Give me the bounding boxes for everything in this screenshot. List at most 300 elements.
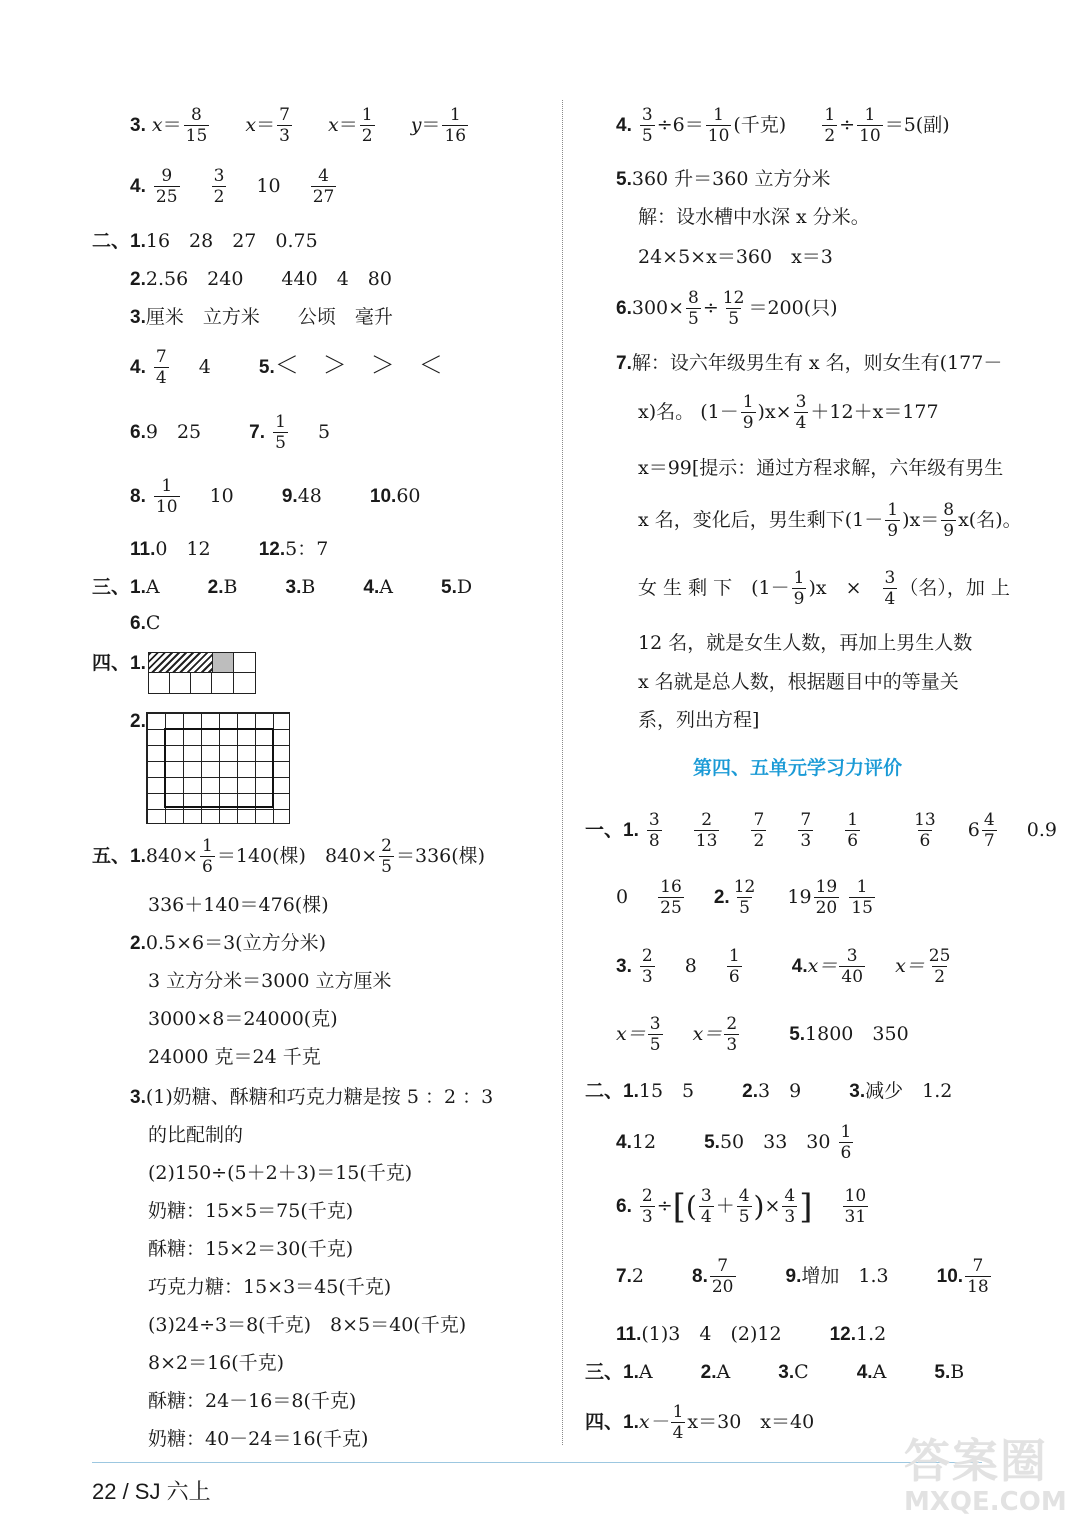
expr-text: )x＝: [902, 509, 940, 531]
grid-cell: [170, 673, 191, 693]
answer-text: 减少 1.2: [865, 1080, 953, 1102]
item-number: 2.: [742, 1081, 759, 1102]
denominator: 5: [641, 126, 653, 146]
solution-line: 336＋140＝476(棵): [148, 894, 329, 916]
hint-line: x 名就是总人数，根据题目中的等量关: [638, 671, 959, 693]
item-number: 3.: [130, 307, 146, 328]
expr-text: (1－: [700, 401, 739, 423]
numerator: 1: [824, 105, 836, 125]
expr-text: (1－: [751, 577, 790, 599]
choice: A: [379, 576, 393, 598]
grid-cell: [234, 673, 255, 693]
fraction: [273, 414, 288, 452]
item-number: 3.: [130, 115, 146, 136]
fraction: [699, 1188, 714, 1226]
numerator: 1: [202, 836, 213, 856]
denominator: 10: [155, 497, 178, 517]
section-heading: 第四、五单元学习力评价: [693, 757, 903, 779]
eq: ＝: [256, 114, 276, 136]
square-grid-figure: [146, 712, 290, 824]
eq: ＝: [162, 114, 182, 136]
fraction: [839, 1124, 854, 1162]
hint-line: 12 名，就是女生人数，再加上男生人数: [638, 632, 973, 654]
bold-outline-rectangle: [164, 728, 274, 808]
item-number: 12.: [258, 539, 286, 560]
choice: B: [223, 576, 238, 598]
fraction: [782, 1188, 797, 1226]
numerator: 1: [672, 1402, 684, 1422]
denominator: 9: [793, 589, 805, 609]
numerator: 3: [700, 1186, 712, 1206]
page-number: 22 / SJ 六上: [92, 1479, 211, 1504]
answer-line-s2-4: [130, 349, 443, 387]
item-number: 4.: [363, 577, 380, 598]
choice: A: [638, 1361, 653, 1383]
numerator: 4: [318, 166, 329, 186]
fraction: [737, 1188, 752, 1226]
choice: A: [145, 576, 160, 598]
denominator: 10: [859, 126, 881, 146]
fraction: [184, 107, 210, 145]
denominator: 15: [185, 126, 208, 146]
solution-line: 酥糖：24－16＝8(千克): [148, 1390, 357, 1412]
answer-line-s5-3: [130, 1088, 493, 1107]
fraction: [727, 948, 742, 986]
fraction: [751, 812, 766, 850]
grid-cell: [149, 673, 170, 693]
fraction: [982, 812, 997, 850]
value: 60: [396, 485, 421, 507]
expr-text: （名），加 上: [899, 577, 1010, 599]
fraction: [212, 168, 227, 206]
numerator: 7: [279, 105, 290, 125]
solution-line: 的比配制的: [148, 1124, 244, 1146]
denominator: 3: [279, 126, 290, 146]
whole-number: 19: [787, 886, 812, 908]
item-number: 10.: [369, 486, 397, 507]
denominator: 25: [660, 898, 682, 918]
denominator: 4: [700, 1207, 712, 1227]
answer-line-q1b: [616, 879, 877, 917]
choice: A: [716, 1361, 731, 1383]
numerator: 1: [864, 105, 876, 125]
answer-line-l3: [130, 107, 470, 145]
grid-cell: [191, 673, 212, 693]
var: x: [151, 114, 163, 136]
item-number: 6.: [616, 298, 632, 319]
denominator: 2: [824, 126, 836, 146]
fraction: [200, 838, 215, 876]
answer-text: ＜ ＞ ＞ ＜: [274, 351, 443, 379]
item-number: 3.: [130, 1087, 146, 1108]
fraction: [724, 1016, 739, 1054]
item-number: 4.: [856, 1362, 873, 1383]
numerator: 1: [728, 946, 740, 966]
item-number: 3.: [285, 577, 302, 598]
item-number: 4.: [130, 357, 146, 378]
fraction: [794, 394, 809, 432]
numerator: 7: [972, 1256, 984, 1276]
right-paren: ): [753, 1190, 765, 1223]
numerator: 3: [649, 1014, 661, 1034]
numerator: 1: [742, 392, 754, 412]
fraction: [839, 948, 865, 986]
fraction: [648, 1016, 663, 1054]
denominator: 9: [742, 413, 754, 433]
fraction: [154, 478, 180, 516]
answer-text: 0 12: [155, 538, 211, 560]
answer-text: 1.2: [856, 1323, 887, 1345]
item-number: 3.: [616, 956, 632, 977]
numerator: 1: [793, 568, 805, 588]
item-number: 11.: [130, 539, 156, 560]
answer-line-s2-8: [130, 478, 421, 516]
answer-text: 2: [631, 1265, 644, 1287]
item-number: 11.: [616, 1324, 642, 1345]
item-number: 7.: [616, 1266, 632, 1287]
expr-text: x＝: [692, 1023, 723, 1045]
item-number: 2.: [700, 1362, 717, 1383]
answer-line-s3-6: [130, 614, 160, 633]
answer-line-q1d: [616, 1016, 909, 1054]
numerator: 3: [213, 166, 225, 186]
answer-line-q2d: [616, 1258, 993, 1296]
right-bracket: ]: [799, 1187, 813, 1227]
numerator: 13: [914, 810, 936, 830]
value: 0.9: [1026, 819, 1057, 841]
numerator: 3: [641, 105, 653, 125]
choice: B: [301, 576, 316, 598]
answer-line-q1a: [585, 812, 1057, 850]
numerator: 2: [701, 810, 713, 830]
denominator: 8: [648, 831, 660, 851]
item-number: 6.: [130, 613, 146, 634]
eq: ＝: [338, 114, 358, 136]
denominator: 31: [844, 1207, 867, 1227]
choice: B: [950, 1361, 965, 1383]
denominator: 6: [919, 831, 931, 851]
expr-text: (1－: [844, 509, 884, 531]
numerator: 7: [155, 347, 167, 367]
hint-line: 系，列出方程]: [638, 709, 760, 731]
fraction: [912, 812, 938, 850]
choice: D: [456, 576, 473, 598]
left-paren: (: [685, 1190, 697, 1223]
numerator: 2: [641, 1186, 653, 1206]
denominator: 2: [753, 831, 765, 851]
denominator: 20: [711, 1277, 734, 1297]
expr-text: ×: [764, 1195, 781, 1217]
answer-text: 9 25: [145, 421, 202, 443]
fraction: [857, 107, 883, 145]
expr-text: ＝5(副): [884, 114, 950, 136]
denominator: 4: [884, 589, 896, 609]
item-number: 2.: [130, 711, 146, 732]
denominator: 18: [967, 1277, 989, 1297]
numerator: 3: [795, 392, 807, 412]
item-number: 五、1.: [92, 846, 146, 867]
denominator: 5: [738, 1207, 750, 1227]
answer-text: 增加 1.3: [801, 1265, 889, 1287]
numerator: 1: [275, 412, 286, 432]
item-number: 2.: [207, 577, 224, 598]
denominator: 7: [983, 831, 995, 851]
item-number: 4.: [791, 956, 808, 977]
item-number: 9.: [785, 1266, 802, 1287]
hint-line: [638, 570, 1010, 608]
fraction: [885, 502, 900, 540]
fraction: [311, 168, 337, 206]
answer-text: 0.5×6＝3(立方分米): [145, 932, 326, 954]
fraction: [647, 812, 662, 850]
denominator: 5: [739, 898, 750, 918]
expr-text: )x×: [757, 401, 792, 423]
item-number: 10.: [936, 1266, 964, 1287]
numerator: 4: [784, 1186, 796, 1206]
denominator: 16: [444, 126, 467, 146]
fraction: [658, 879, 684, 917]
solution-line: 解：设水槽中水深 x 分米。: [638, 206, 870, 228]
expr-text: ÷: [839, 114, 856, 136]
answer-text: 15 5: [638, 1080, 695, 1102]
answer-text: 50 33 30: [719, 1131, 831, 1153]
answer-line-q2b: [616, 1124, 855, 1162]
item-number: 3.: [849, 1081, 866, 1102]
answer-line-r6: [616, 290, 838, 328]
answer-text: 厘米 立方米 公顷 毫升: [145, 306, 393, 328]
numerator: 1: [713, 105, 724, 125]
grid-cell: [234, 653, 255, 673]
denominator: 4: [672, 1423, 684, 1443]
numerator: 7: [800, 810, 812, 830]
fraction: [710, 1258, 736, 1296]
denominator: 9: [887, 521, 899, 541]
denominator: 6: [840, 1143, 852, 1163]
choice: C: [145, 612, 161, 634]
answer-line-s4-1: [92, 654, 146, 673]
item-number: 5.: [258, 357, 275, 378]
denominator: 4: [155, 368, 167, 388]
item-number: 8.: [130, 486, 146, 507]
item-number: 7.: [616, 353, 632, 374]
fraction: [694, 812, 720, 850]
answer-line-s5-1: [92, 838, 485, 876]
numerator: 1: [887, 500, 899, 520]
value: 5: [317, 421, 331, 443]
numerator: 16: [660, 877, 682, 897]
fraction: [941, 502, 956, 540]
item-number: 6.: [130, 422, 146, 443]
numerator: 9: [161, 166, 173, 186]
expr-text: x 名，变化后，男生剩下: [638, 509, 845, 531]
item-number: 2.: [713, 887, 730, 908]
item-number: 3.: [778, 1362, 795, 1383]
item-number: 5.: [441, 577, 457, 598]
numerator: 2: [381, 836, 392, 856]
numerator: 3: [846, 946, 858, 966]
item-number: 二、1.: [92, 231, 146, 252]
expr-text: ＝140(棵) 840×: [216, 845, 378, 867]
fraction: [845, 812, 860, 850]
answer-text: (1)奶糖、酥糖和巧克力糖是按 5 ：2 ：3: [145, 1086, 494, 1108]
numerator: 25: [928, 946, 951, 966]
item-number: 5.: [789, 1024, 806, 1045]
gray-cell: [213, 653, 234, 673]
item-number: 二、1.: [585, 1081, 639, 1102]
equation-line: [638, 394, 939, 432]
denominator: 3: [726, 1035, 738, 1055]
denominator: 6: [728, 967, 740, 987]
denominator: 6: [202, 857, 213, 877]
denominator: 9: [943, 521, 955, 541]
answer-text: 16 28 27 0.75: [145, 230, 318, 252]
expr-text: ÷: [656, 1195, 673, 1217]
item-number: 四、1.: [585, 1412, 639, 1433]
value: 10: [209, 485, 234, 507]
shaded-grid-figure: [148, 652, 256, 694]
fraction: [721, 290, 747, 328]
solution-line: 24000 克＝24 千克: [148, 1046, 321, 1068]
fraction: [277, 107, 292, 145]
answer-text: 解：设六年级男生有 x 名，则女生有(177－: [631, 352, 1003, 374]
value: 8: [684, 955, 697, 977]
numerator: 1: [449, 105, 461, 125]
fraction: [732, 879, 758, 917]
answer-line-q2e: [616, 1325, 886, 1344]
answer-line-s2-3: [130, 308, 393, 327]
fraction: [706, 107, 732, 145]
answer-text: 12: [631, 1131, 657, 1153]
denominator: 2: [213, 187, 225, 207]
solution-line: 3 立方分米＝3000 立方厘米: [148, 970, 392, 992]
answer-line-l4: [130, 168, 338, 206]
expr-text: ＝200(只): [748, 297, 838, 319]
item-number: 4.: [130, 176, 146, 197]
item-number: 三、1.: [92, 577, 146, 598]
expr-text: (千克): [733, 114, 787, 136]
denominator: 10: [707, 126, 730, 146]
fraction: [671, 1404, 686, 1442]
denominator: 25: [155, 187, 178, 207]
value: 48: [297, 485, 322, 507]
watermark-url: MXQE.COM: [904, 1487, 1067, 1517]
fraction: [154, 168, 180, 206]
item-number: 6.: [616, 1196, 632, 1217]
solution-line: 奶糖：40－24＝16(千克): [148, 1428, 369, 1450]
numerator: 1: [161, 476, 173, 496]
answer-line-q3: [585, 1363, 964, 1382]
expr-text: x－: [638, 1411, 669, 1433]
denominator: 2: [934, 967, 946, 987]
answer-text: 360 升＝360 立方分米: [631, 168, 831, 190]
value: 4: [198, 356, 211, 378]
fraction: [741, 394, 756, 432]
fraction: [927, 948, 953, 986]
grid-cell: [213, 673, 234, 693]
answer-line-s5-2: [130, 934, 326, 953]
numerator: 4: [983, 810, 995, 830]
watermark-logo: [904, 1425, 1067, 1517]
expr-text: 女 生 剩 下: [638, 577, 733, 599]
fraction: [686, 290, 701, 328]
solution-line: (3)24÷3＝8(千克) 8×5＝40(千克): [148, 1314, 467, 1336]
denominator: 5: [649, 1035, 661, 1055]
expr-text: )x ×: [808, 577, 881, 599]
answer-line-s2-2: [130, 270, 392, 289]
denominator: 13: [695, 831, 718, 851]
value: 10: [256, 175, 281, 197]
fraction: [640, 948, 655, 986]
numerator: 12: [733, 877, 756, 897]
fraction: [843, 1188, 869, 1226]
answer-line-r4: [616, 107, 950, 145]
denominator: 15: [851, 898, 873, 918]
numerator: 1: [361, 105, 373, 125]
answer-line-q4: [585, 1404, 814, 1442]
numerator: 2: [641, 946, 653, 966]
denominator: 20: [815, 898, 838, 918]
answer-line-s2-11: [130, 540, 328, 559]
numerator: 3: [648, 810, 660, 830]
expr-text: x＝30 x＝40: [687, 1411, 815, 1433]
answer-line-s2-1: [92, 232, 318, 251]
item-number: 四、1.: [92, 653, 146, 674]
expr-text: ＋: [715, 1195, 735, 1217]
answer-line-r5: [616, 170, 830, 189]
hatched-cells: [149, 653, 213, 673]
answer-line-r7: [616, 354, 1002, 373]
denominator: 6: [847, 831, 859, 851]
fraction: [154, 349, 169, 387]
denominator: 40: [841, 967, 864, 987]
fraction: [442, 107, 468, 145]
expr-text: x)名。: [638, 401, 695, 423]
numerator: 8: [191, 105, 202, 125]
numerator: 4: [738, 1186, 750, 1206]
answer-text: 1800 350: [805, 1023, 909, 1045]
denominator: 3: [641, 967, 653, 987]
item-number: 12.: [829, 1324, 857, 1345]
item-number: 5.: [934, 1362, 951, 1383]
denominator: 5: [275, 433, 286, 453]
solution-line: 8×2＝16(千克): [148, 1352, 285, 1374]
fraction: [640, 1188, 655, 1226]
item-number: 5.: [704, 1132, 720, 1153]
denominator: 4: [795, 413, 807, 433]
numerator: 8: [943, 500, 955, 520]
fraction: [360, 107, 375, 145]
solution-line: 24×5×x＝360 x＝3: [638, 246, 833, 268]
choice: A: [872, 1361, 887, 1383]
var: y: [410, 114, 422, 136]
denominator: 5: [381, 857, 392, 877]
expr-text: x＝: [895, 955, 925, 977]
numerator: 1: [847, 810, 859, 830]
solution-line: 巧克力糖：15×3＝45(千克): [148, 1276, 392, 1298]
answer-line-s2-6: [130, 414, 330, 452]
fraction: [798, 812, 813, 850]
answer-line-q2a: [585, 1082, 952, 1101]
answer-text: (1)3 4 (2)12: [641, 1323, 782, 1345]
item-number: 7.: [249, 422, 266, 443]
fraction: [814, 879, 840, 917]
numerator: 19: [815, 877, 838, 897]
var: x: [328, 114, 339, 136]
fraction: [849, 879, 875, 917]
fraction: [822, 107, 837, 145]
item-number: 一、1.: [585, 820, 639, 841]
item-number: 2.: [130, 269, 146, 290]
